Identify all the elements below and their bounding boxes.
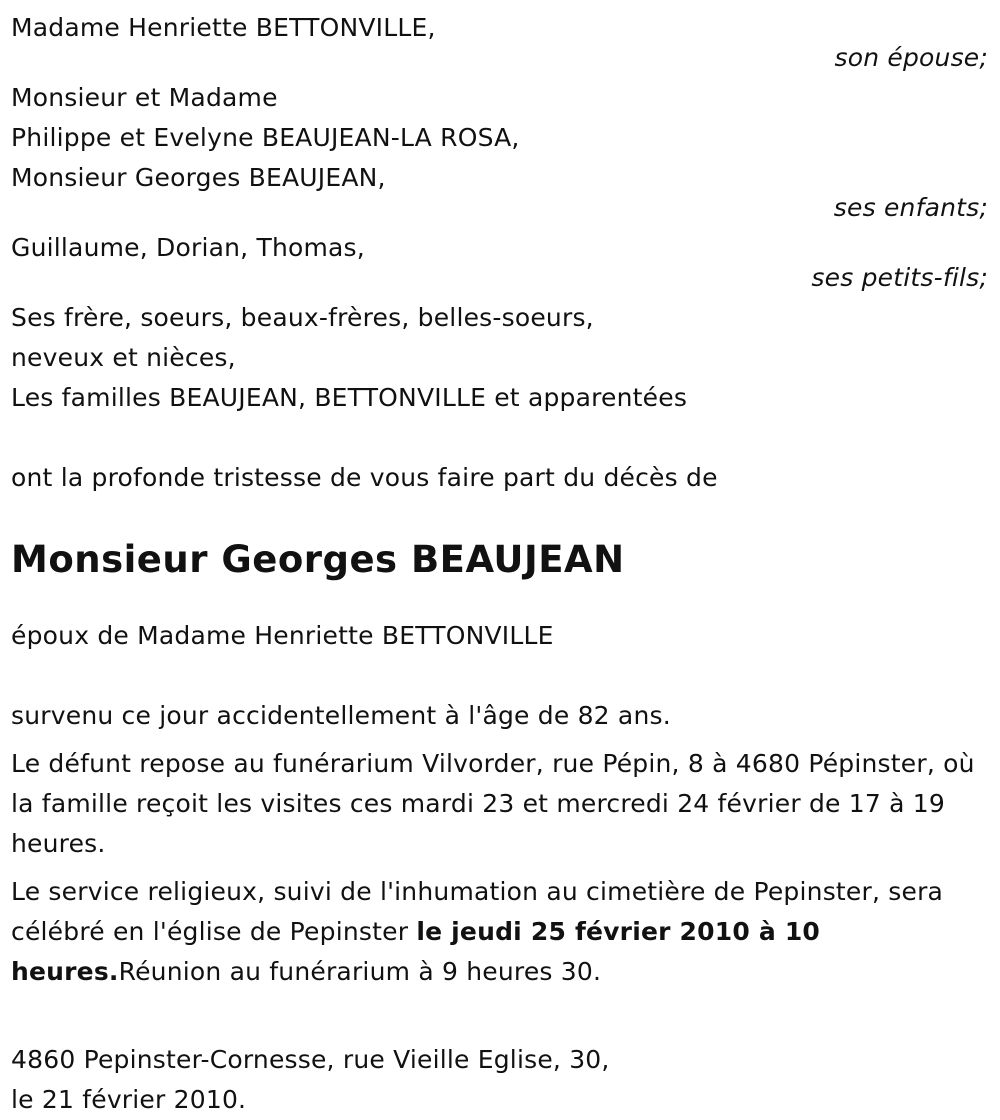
service-intro: Le service religieux, suivi de l'inhumation au cimetière de Pepinster, sera célébré en l'église de Pepinster [11, 877, 944, 946]
spouse-role: son épouse; [834, 43, 988, 72]
footer-date: le 21 février 2010. [11, 1085, 247, 1114]
footer-address: 4860 Pepinster-Cornesse, rue Vieille Eglise, 30, [11, 1045, 610, 1074]
children-line-1: Monsieur et Madame [11, 83, 278, 112]
children-line-3: Monsieur Georges BEAUJEAN, [11, 163, 386, 192]
grandchildren-names: Guillaume, Dorian, Thomas, [11, 233, 365, 262]
spouse-name: Madame Henriette BETTONVILLE, [11, 13, 436, 42]
visitation-info: Le défunt repose au funérarium Vilvorder, rue Pépin, 8 à 4680 Pépinster, où la famille reçoit les visites ces mardi 23 et mercredi 24 février de 17 à 19 heures. [11, 749, 975, 858]
announcement: ont la profonde tristesse de vous faire part du décès de [11, 463, 718, 492]
children-role: ses enfants; [833, 193, 988, 222]
family-line-1: Ses frère, soeurs, beaux-frères, belles-soeurs, [11, 303, 594, 332]
grandchildren-role: ses petits-fils; [811, 263, 988, 292]
deceased-name: Monsieur Georges BEAUJEAN [11, 538, 625, 581]
family-line-3: Les familles BEAUJEAN, BETTONVILLE et apparentées [11, 383, 688, 412]
service-meeting: Réunion au funérarium à 9 heures 30. [118, 957, 602, 986]
service-info [11, 872, 990, 992]
children-line-2: Philippe et Evelyne BEAUJEAN-LA ROSA, [11, 123, 520, 152]
deceased-spouse-of: époux de Madame Henriette BETTONVILLE [11, 621, 554, 650]
deceased-circumstance: survenu ce jour accidentellement à l'âge de 82 ans. [11, 701, 671, 730]
family-line-2: neveux et nièces, [11, 343, 236, 372]
service-datetime: le jeudi 25 février 2010 à 10 heures. [11, 917, 821, 986]
